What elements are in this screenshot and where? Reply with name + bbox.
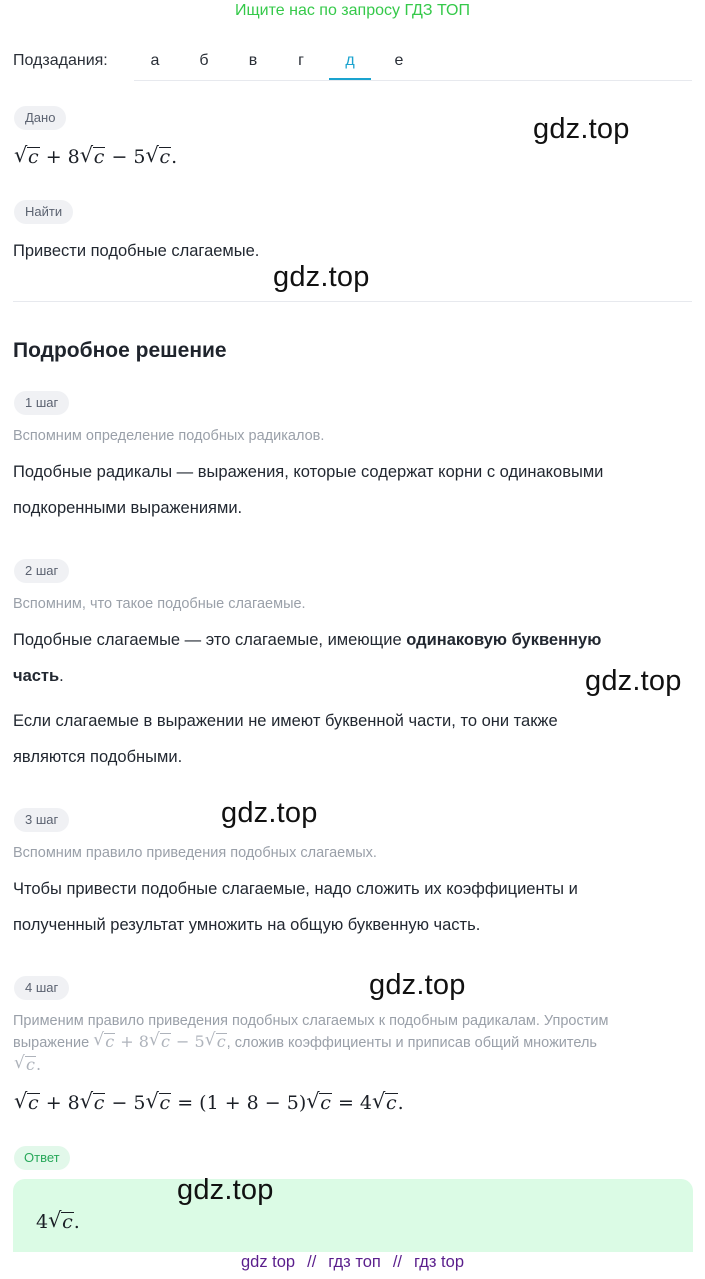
watermark: gdz.top — [177, 1174, 274, 1206]
step-2-pill: 2 шаг — [14, 559, 69, 583]
footer-separator: // — [392, 1253, 402, 1271]
step-2-line-3: Если слагаемые в выражении не имеют буквенной части, то они также — [13, 712, 558, 730]
subtasks-tabs — [134, 44, 692, 81]
step-1-line-2: подкоренными выражениями. — [13, 499, 243, 517]
tab-b[interactable]: б — [199, 52, 209, 69]
given-expression: √ c + 8√ c − 5√ c. — [14, 146, 177, 168]
step-4-hint-line-1: Применим правило приведения подобных слагаемых к подобным радикалам. Упростим — [13, 1013, 609, 1029]
footer-link[interactable]: гдз топ — [328, 1253, 381, 1271]
footer-link[interactable]: гдз top — [414, 1253, 464, 1271]
answer-value: 4√ c. — [36, 1211, 80, 1233]
step-1-pill: 1 шаг — [14, 391, 69, 415]
solution-heading: Подробное решение — [13, 339, 227, 362]
footer-separator: // — [307, 1253, 317, 1271]
tab-e[interactable]: е — [394, 52, 404, 69]
answer-box — [13, 1179, 693, 1252]
tab-g[interactable]: г — [298, 52, 304, 69]
given-pill: Дано — [14, 106, 66, 130]
watermark: gdz.top — [221, 797, 318, 829]
step-1-hint: Вспомним определение подобных радикалов. — [13, 428, 325, 444]
divider — [13, 301, 692, 302]
watermark: gdz.top — [369, 969, 466, 1001]
watermark: gdz.top — [533, 113, 630, 145]
footer-links — [0, 1253, 705, 1272]
step-4-equation: √ c + 8√ c − 5√ c = (1 + 8 − 5)√ c = 4√ c. — [14, 1092, 404, 1114]
footer-link[interactable]: gdz top — [240, 1253, 296, 1271]
step-2-line-4: являются подобными. — [13, 748, 183, 766]
tab-d[interactable]: д — [329, 44, 371, 80]
find-text: Привести подобные слагаемые. — [13, 242, 260, 260]
step-2-line-1: Подобные слагаемые — это слагаемые, имеющие одинаковую буквенную — [13, 631, 602, 649]
step-2-hint: Вспомним, что такое подобные слагаемые. — [13, 596, 306, 612]
step-3-line-1: Чтобы привести подобные слагаемые, надо сложить их коэффициенты и — [13, 880, 578, 898]
tab-v[interactable]: в — [248, 52, 258, 69]
step-3-pill: 3 шаг — [14, 808, 69, 832]
step-4-pill: 4 шаг — [14, 976, 69, 1000]
promo-banner: Ищите нас по запросу ГДЗ ТОП — [235, 2, 470, 19]
watermark: gdz.top — [585, 665, 682, 697]
step-2-line-2: часть. — [13, 667, 64, 685]
tab-a[interactable]: а — [150, 52, 160, 69]
step-4-hint-line-2: выражение √ c + 8√ c − 5√ c, сложив коэффициенты и приписав общий множитель — [13, 1032, 597, 1053]
subtasks-label: Подзадания: — [13, 52, 108, 69]
step-1-line-1: Подобные радикалы — выражения, которые содержат корни с одинаковыми — [13, 463, 604, 481]
answer-pill: Ответ — [14, 1146, 70, 1170]
find-pill: Найти — [14, 200, 73, 224]
watermark: gdz.top — [273, 261, 370, 293]
step-3-hint: Вспомним правило приведения подобных слагаемых. — [13, 845, 377, 861]
step-4-hint-multiplier: √ c. — [14, 1055, 41, 1074]
step-3-line-2: полученный результат умножить на общую буквенную часть. — [13, 916, 481, 934]
